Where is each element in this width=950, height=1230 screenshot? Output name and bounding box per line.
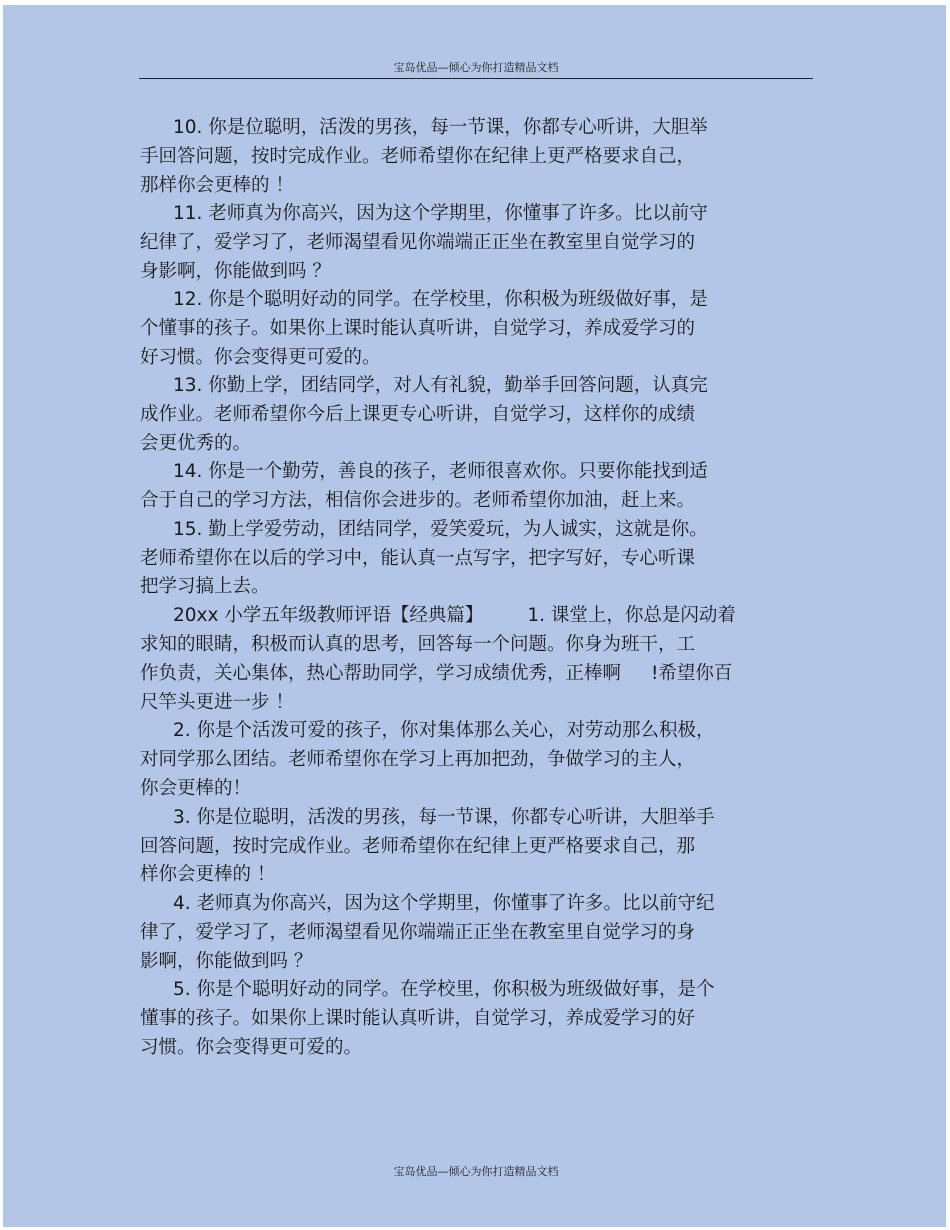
- text-line: 作负责，关心集体，热心帮助同学，学习成绩优秀，正棒啊: [140, 663, 622, 684]
- text-line: 11. 老师真为你高兴，因为这个学期里，你懂事了许多。比以前守: [173, 203, 708, 224]
- text-line: 3. 你是位聪明，活泼的男孩，每一节课，你都专心听讲，大胆举手: [173, 807, 715, 828]
- text-line: 14. 你是一个勤劳，善良的孩子，老师很喜欢你。只要你能找到适: [173, 461, 708, 482]
- text-line-split: [140, 663, 732, 685]
- text-line: 身影啊，你能做到吗 ？: [140, 261, 331, 282]
- section-heading-line: [173, 605, 736, 627]
- text-line: 纪律了，爱学习了，老师渴望看见你端端正正坐在教室里自觉学习的: [140, 232, 696, 253]
- text-line: 习惯。你会变得更可爱的。: [140, 1037, 363, 1058]
- text-line: 4. 老师真为你高兴，因为这个学期里，你懂事了许多。比以前守纪: [173, 893, 715, 914]
- text-line: 2. 你是个活泼可爱的孩子，你对集体那么关心，对劳动那么积极，: [173, 720, 715, 741]
- text-line: 把学习搞上去。: [140, 576, 270, 597]
- section-heading: 20xx 小学五年级教师评语【经典篇】: [173, 605, 484, 626]
- text-line: 样你会更棒的 ！: [140, 864, 276, 885]
- text-line: 影啊，你能做到吗 ？: [140, 951, 313, 972]
- text-line: 会更优秀的。: [140, 433, 252, 454]
- text-line: 13. 你勤上学，团结同学，对人有礼貌，勤举手回答问题，认真完: [173, 375, 708, 396]
- text-line: 合于自己的学习方法，相信你会进步的。老师希望你加油，赶上来。: [140, 490, 696, 511]
- text-line: 15. 勤上学爱劳动，团结同学，爱笑爱玩，为人诚实，这就是你。: [173, 519, 708, 540]
- text-line: 对同学那么团结。老师希望你在学习上再加把劲，争做学习的主人，: [140, 749, 696, 770]
- document-page: [3, 5, 946, 1227]
- text-line: 懂事的孩子。如果你上课时能认真听讲，自觉学习，养成爱学习的好: [140, 1008, 696, 1029]
- text-line: 手回答问题，按时完成作业。老师希望你在纪律上更严格要求自己，: [140, 146, 696, 167]
- text-line: 个懂事的孩子。如果你上课时能认真听讲，自觉学习，养成爱学习的: [140, 318, 696, 339]
- text-line: 10. 你是位聪明，活泼的男孩，每一节课，你都专心听讲，大胆举: [173, 117, 708, 138]
- text-line: 好习惯。你会变得更可爱的。: [140, 347, 381, 368]
- text-line: 回答问题，按时完成作业。老师希望你在纪律上更严格要求自己，那: [140, 836, 696, 857]
- text-line: 尺竿头更进一步 ！: [140, 692, 294, 713]
- text-line: 5. 你是个聪明好动的同学。在学校里，你积极为班级做好事，是个: [173, 979, 715, 1000]
- header-divider: [139, 78, 813, 79]
- text-line: !希望你百: [651, 663, 733, 684]
- page-header: 宝岛优品—倾心为你打造精品文档: [393, 61, 559, 74]
- text-line: 老师希望你在以后的学习中，能认真一点写字，把字写好，专心听课: [140, 548, 696, 569]
- text-line: 1. 课堂上，你总是闪动着: [527, 605, 736, 626]
- text-line: 12. 你是个聪明好动的同学。在学校里，你积极为班级做好事，是: [173, 289, 708, 310]
- text-line: 你会更棒的！: [140, 778, 252, 799]
- text-line: 求知的眼睛，积极而认真的思考，回答每一个问题。你身为班干，工: [140, 634, 696, 655]
- text-line: 成作业。老师希望你今后上课更专心听讲，自觉学习，这样你的成绩: [140, 404, 696, 425]
- page-footer: 宝岛优品—倾心为你打造精品文档: [393, 1165, 559, 1178]
- text-line: 律了，爱学习了，老师渴望看见你端端正正坐在教室里自觉学习的身: [140, 922, 696, 943]
- text-line: 那样你会更棒的 ！: [140, 175, 294, 196]
